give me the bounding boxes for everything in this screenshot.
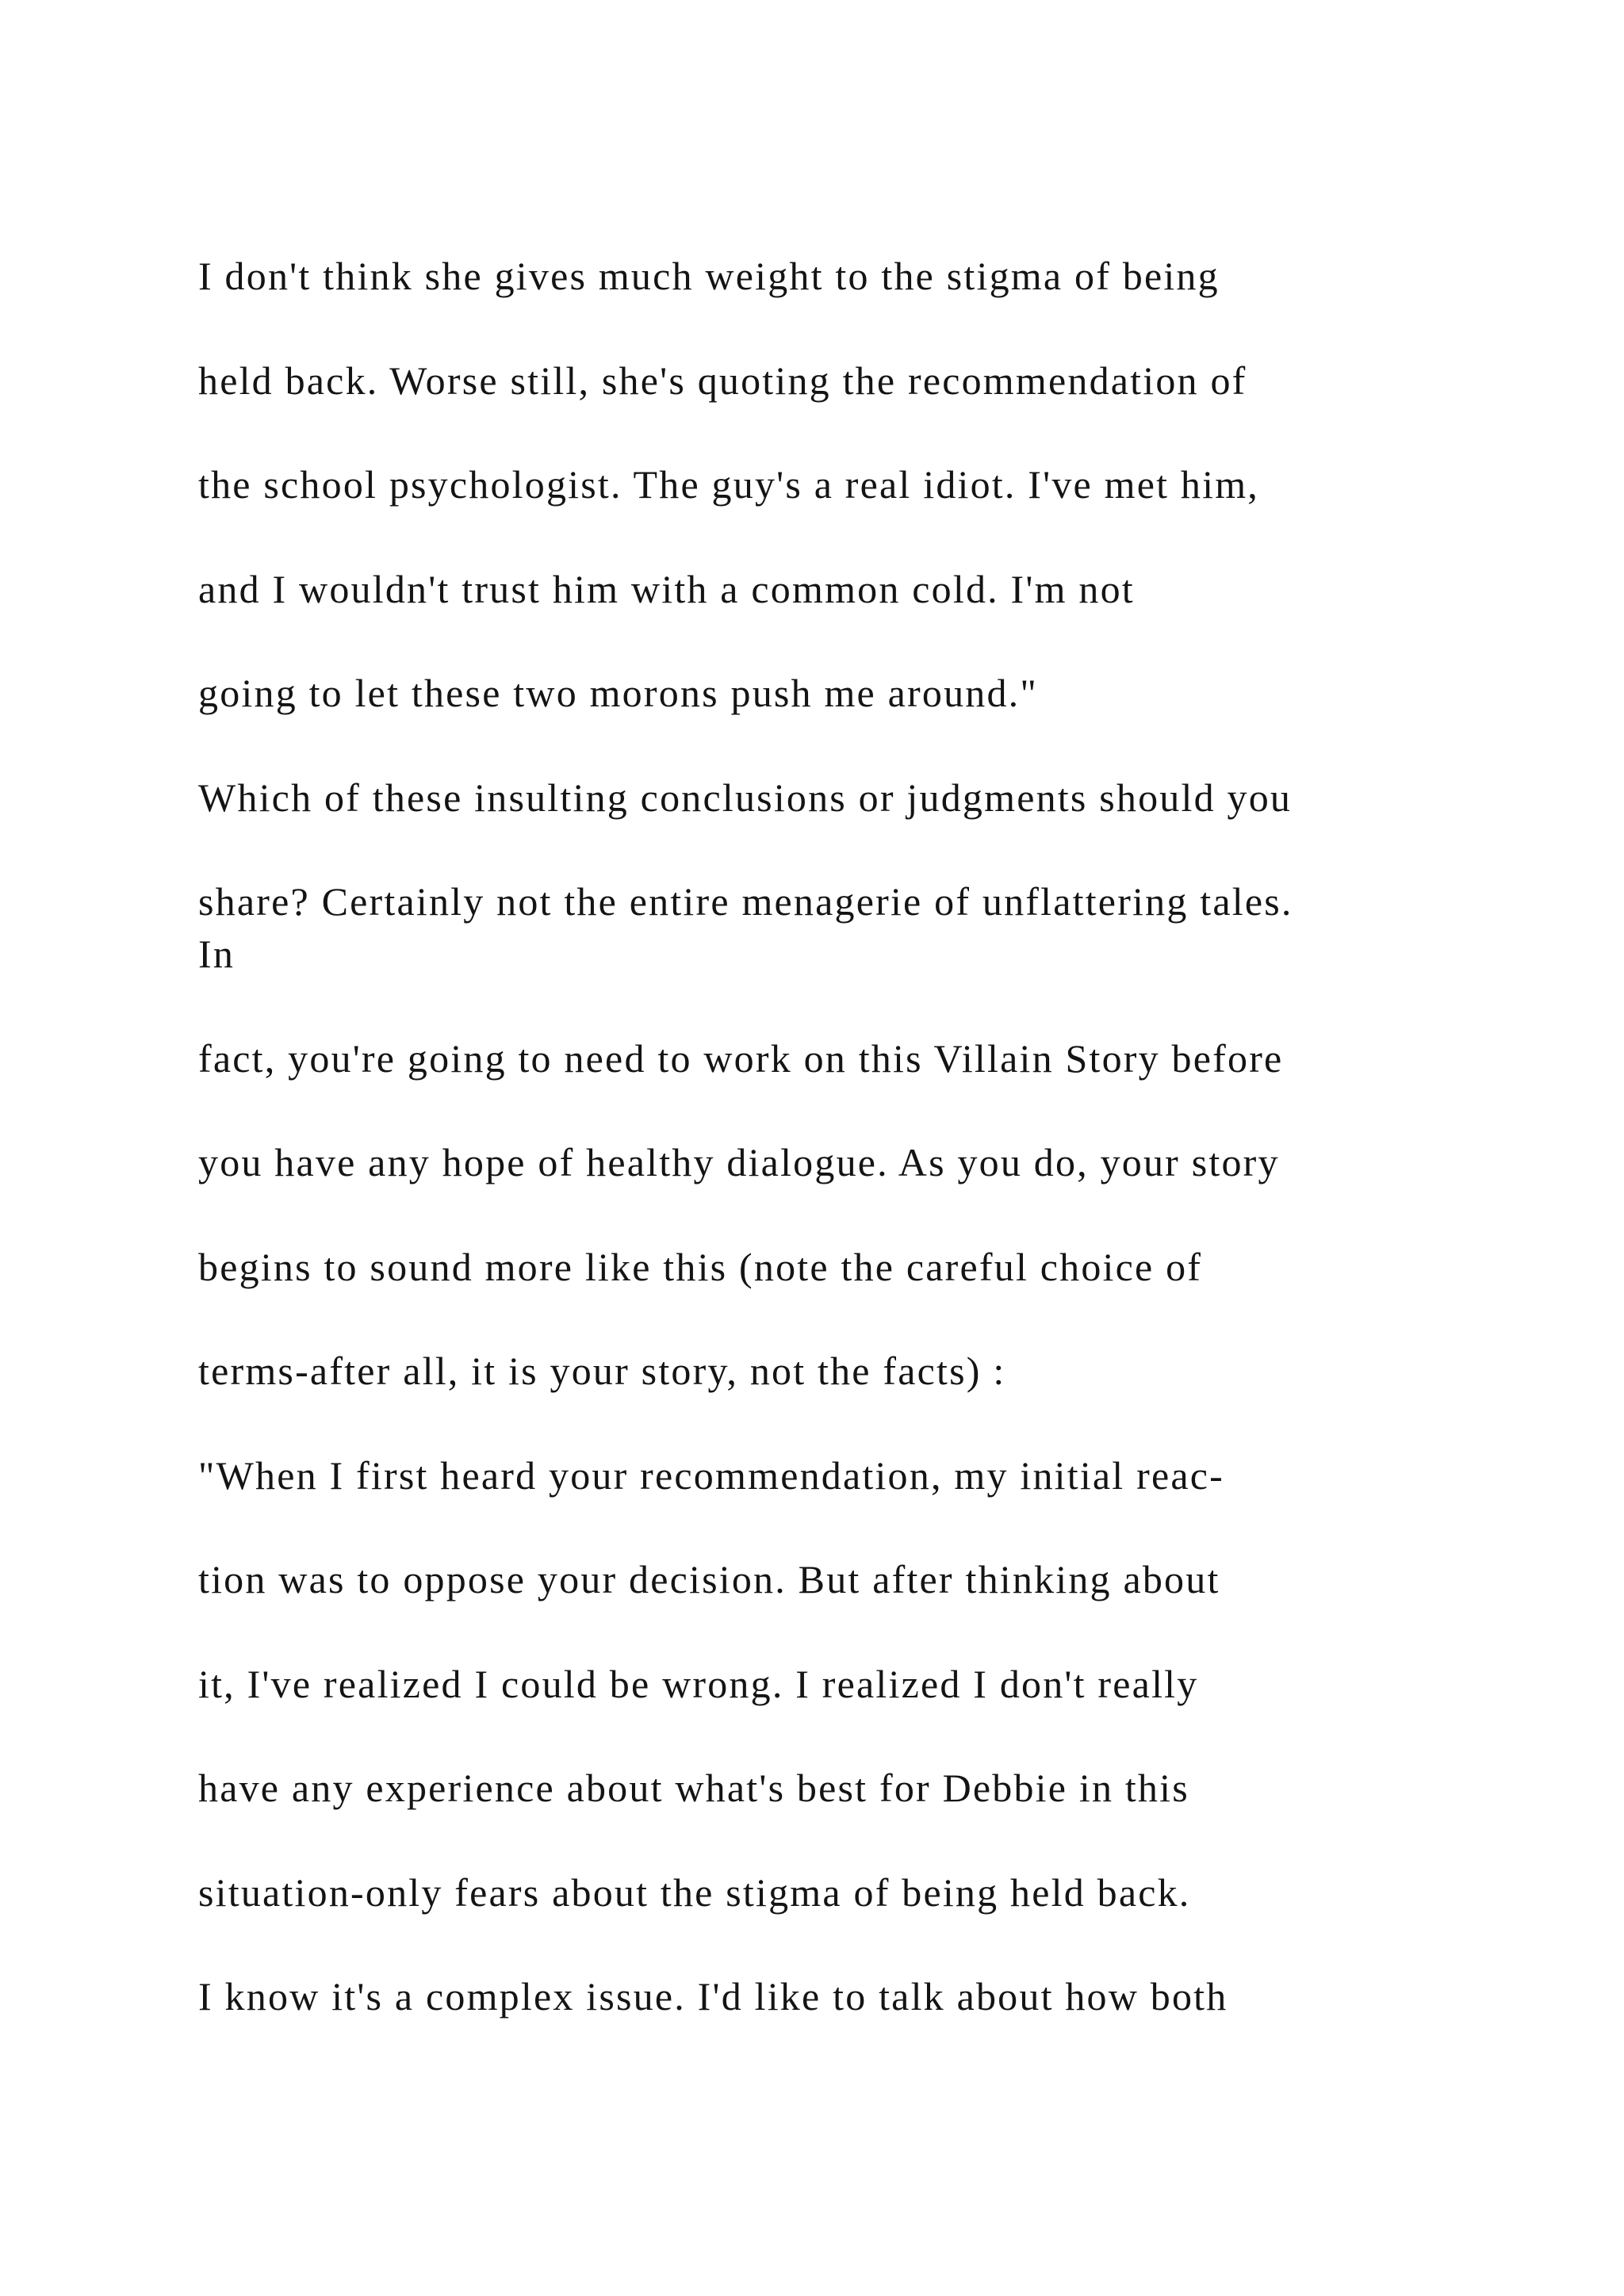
- text-line-14: tion was to oppose your decision. But after thinking about: [198, 1557, 1220, 1601]
- text-line-15: it, I've realized I could be wrong. I realized I don't really: [198, 1662, 1199, 1706]
- text-line-7: share? Certainly not the entire menagerie of unflattering tales.: [198, 879, 1293, 924]
- text-line-6: Which of these insulting conclusions or judgments should you: [198, 775, 1293, 820]
- text-line-1: I don't think she gives much weight to the stigma of being: [198, 254, 1220, 298]
- text-line-4: and I wouldn't trust him with a common cold. I'm not: [198, 567, 1135, 611]
- text-line-11: begins to sound more like this (note the careful choice of: [198, 1245, 1203, 1289]
- text-line-8: In: [198, 932, 236, 976]
- text-line-9: fact, you're going to need to work on this Villain Story before: [198, 1036, 1284, 1081]
- text-line-17: situation-only fears about the stigma of being held back.: [198, 1870, 1191, 1915]
- text-line-2: held back. Worse still, she's quoting the recommendation of: [198, 358, 1247, 403]
- text-line-18: I know it's a complex issue. I'd like to talk about how both: [198, 1974, 1228, 2019]
- text-line-13: "When I first heard your recommendation, my initial reac-: [198, 1453, 1224, 1498]
- text-line-3: the school psychologist. The guy's a real idiot. I've met him,: [198, 462, 1260, 507]
- text-line-5: going to let these two morons push me around.": [198, 671, 1038, 715]
- text-line-16: have any experience about what's best for Debbie in this: [198, 1766, 1189, 1810]
- text-line-12: terms-after all, it is your story, not the facts) :: [198, 1349, 1006, 1393]
- text-line-10: you have any hope of healthy dialogue. As you do, your story: [198, 1140, 1280, 1184]
